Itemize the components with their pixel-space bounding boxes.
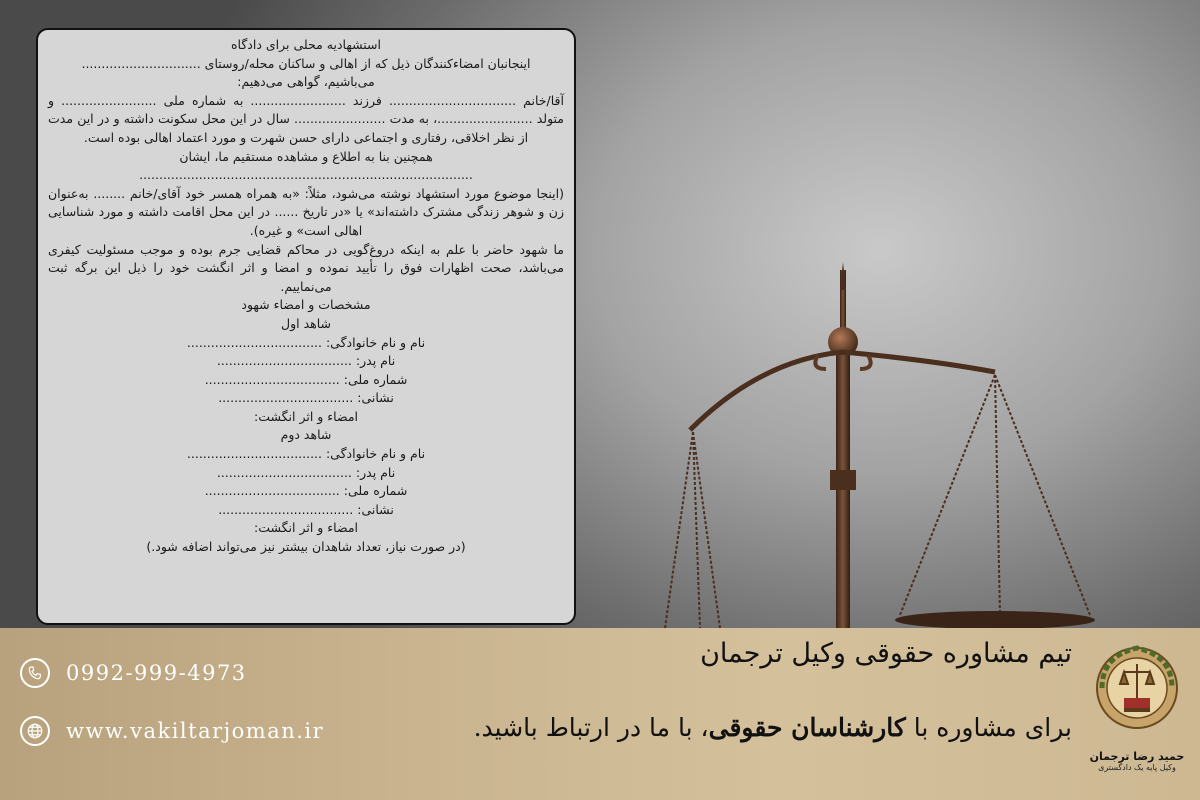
document-line: (اینجا موضوع مورد استشهاد نوشته می‌شود، مثلاً: «به همراه همسر خود آقای/خانم ........ به‌عنوان زن و شوهر زندگی مشترک داشته‌اند» یا «در تاریخ ...... در این محل اقامت داشته و مورد شناسایی اهالی است» و غیره). <box>44 185 564 238</box>
document-line: همچنین بنا به اطلاع و مشاهده مستقیم ما، ایشان <box>179 148 433 164</box>
logo-role: وکیل پایه یک دادگستری <box>1098 763 1176 772</box>
witness-statement-document <box>36 28 576 625</box>
logo-name: حمید رضا ترجمان <box>1089 750 1185 763</box>
phone-number: 0992-999-4973 <box>66 661 247 685</box>
document-line: نام پدر: .................................. <box>216 353 396 369</box>
bar-association-emblem-icon <box>1094 636 1180 746</box>
document-line: نام و نام خانوادگی: .................................. <box>186 446 426 462</box>
banner-title: تیم مشاوره حقوقی وکیل ترجمان <box>700 638 1072 669</box>
phone-contact[interactable] <box>20 658 247 688</box>
document-line: نشانی: .................................. <box>218 390 394 406</box>
banner-subtitle <box>474 713 1072 742</box>
document-line: ما شهود حاضر با علم به اینکه دروغ‌گویی در محاکم قضایی جرم بوده و موجب مسئولیت کیفری می‌باشد، صحت اظهارات فوق را تأیید نموده و امضا و اثر انگشت خود را ذیل این برگه ثبت می‌نماییم. <box>44 241 564 294</box>
document-line: .................................................................................... <box>139 167 473 183</box>
website-url: www.vakiltarjoman.ir <box>66 719 325 743</box>
document-line: مشخصات و امضاء شهود <box>241 297 371 313</box>
subtitle-highlight: کارشناسان حقوقی <box>708 713 906 742</box>
document-line: استشهادیه محلی برای دادگاه <box>231 37 381 52</box>
lawyer-logo <box>1082 636 1192 796</box>
document-line: نام پدر: .................................. <box>216 464 396 480</box>
document-line: امضاء و اثر انگشت: <box>254 408 358 424</box>
subtitle-text-end: ، با ما در ارتباط باشید. <box>473 713 709 742</box>
document-line: نام و نام خانوادگی: .................................. <box>186 334 426 350</box>
document-line: نشانی: .................................. <box>218 501 394 517</box>
document-line: امضاء و اثر انگشت: <box>254 520 358 536</box>
subtitle-text-start: برای مشاوره با <box>905 713 1072 742</box>
document-line: اینجانبان امضاءکنندگان ذیل که از اهالی و ساکنان محله/روستای .............................. <box>81 55 531 71</box>
document-line: آقا/خانم ................................ فرزند ........................ به شماره ملی ........................ و متولد ........................، به مدت ....................... سال در این محل سکونت داشته و در این مدت از نظر اخلاقی، رفتاری و اجتماعی دارای حسن شهرت و مورد اعتماد اهالی بوده است. <box>44 92 564 145</box>
document-line: شماره ملی: .................................. <box>204 483 408 499</box>
document-line: شاهد دوم <box>280 427 332 443</box>
website-contact[interactable] <box>20 716 324 746</box>
document-line: شماره ملی: .................................. <box>204 371 408 387</box>
document-line: شاهد اول <box>281 315 331 331</box>
document-line: (در صورت نیاز، تعداد شاهدان بیشتر نیز می‌تواند اضافه شود.) <box>146 539 466 555</box>
phone-icon <box>20 658 50 688</box>
globe-icon <box>20 716 50 746</box>
document-line: می‌باشیم، گواهی می‌دهیم: <box>237 74 375 90</box>
